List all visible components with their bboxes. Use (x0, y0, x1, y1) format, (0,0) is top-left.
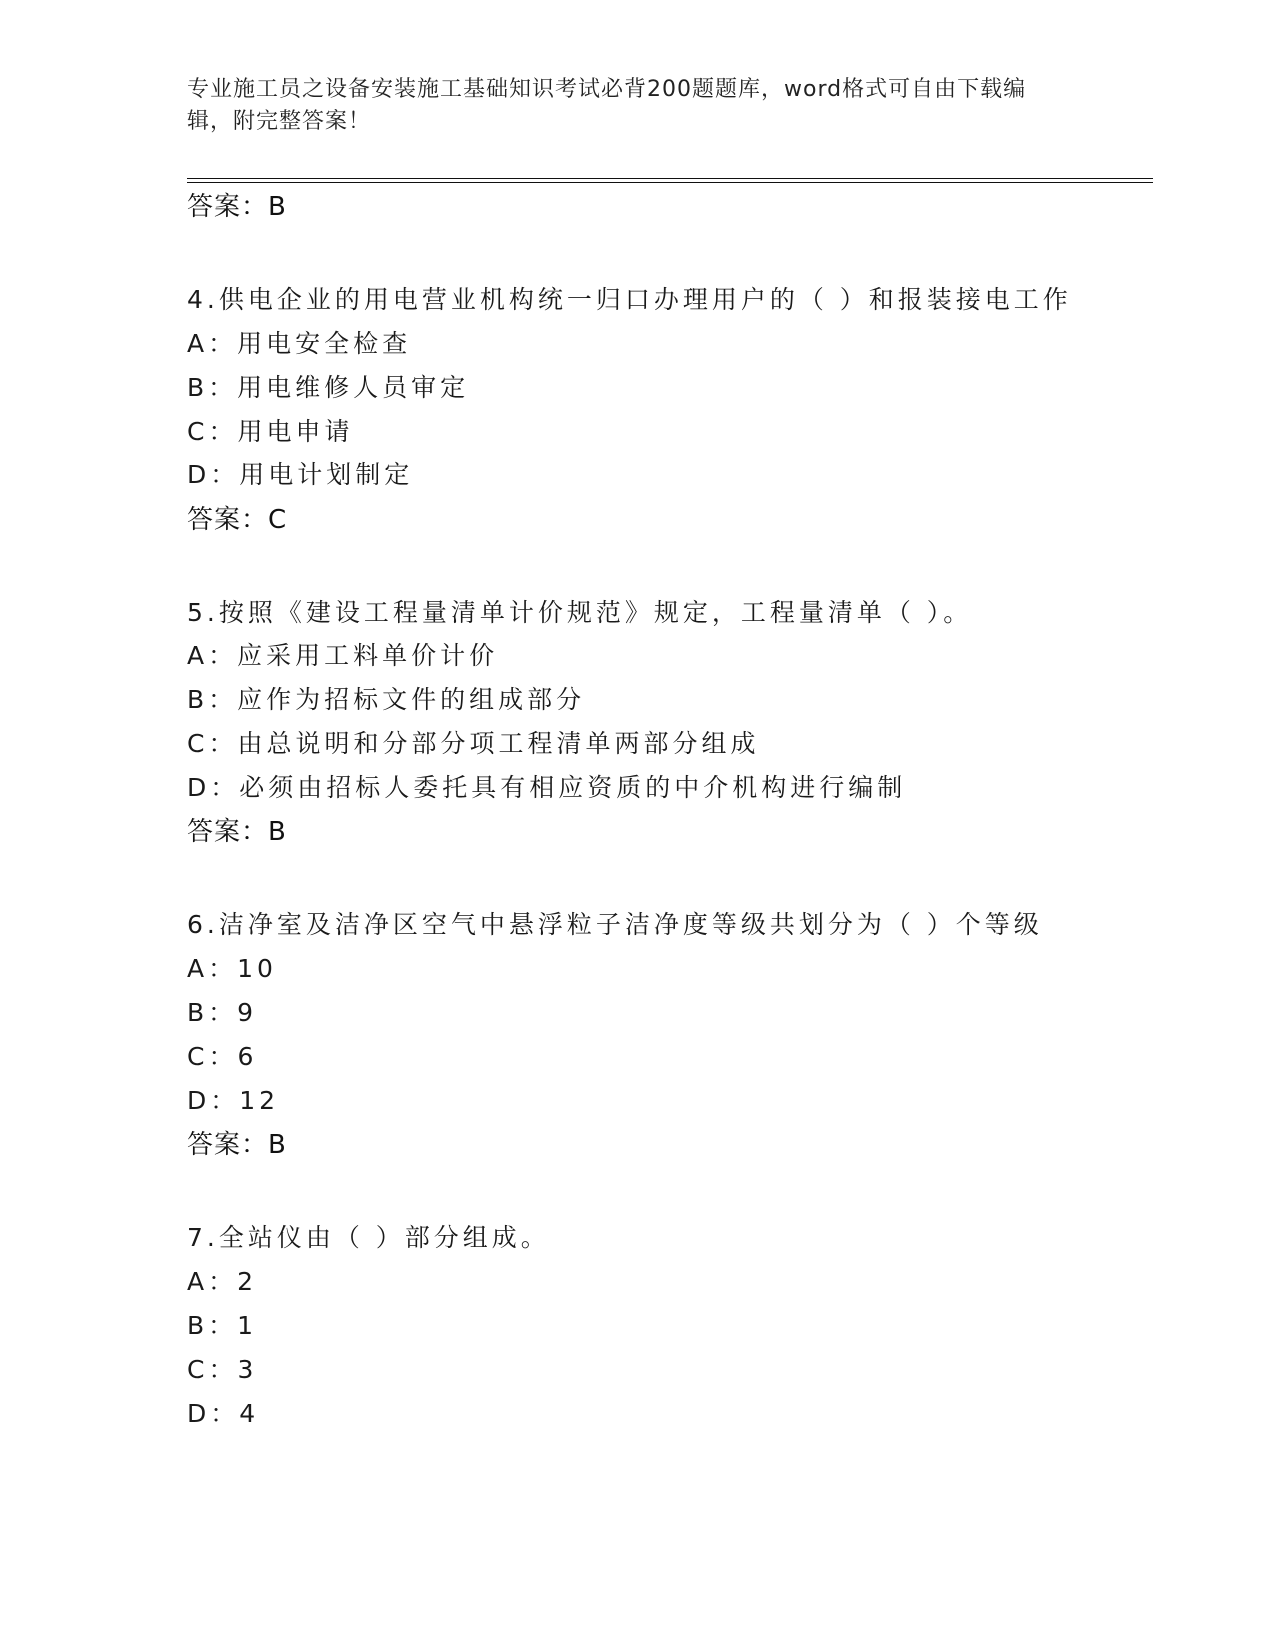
question-5-option-b: B：应作为招标文件的组成部分 (187, 685, 586, 714)
question-6: 6.洁净室及洁净区空气中悬浮粒子洁净度等级共划分为（ ）个等级 (187, 910, 1043, 939)
question-5-option-c: C：由总说明和分部分项工程清单两部分组成 (187, 729, 760, 758)
question-4: 4.供电企业的用电营业机构统一归口办理用户的（ ）和报装接电工作 (187, 285, 1072, 314)
question-4-answer: 答案：C (187, 505, 288, 535)
question-5-option-a: A：应采用工料单价计价 (187, 641, 499, 670)
question-5-answer: 答案：B (187, 817, 287, 847)
question-7-option-c: C：3 (187, 1355, 258, 1384)
question-5-option-d: D：必须由招标人委托具有相应资质的中介机构进行编制 (187, 773, 907, 802)
question-4-option-c: C：用电申请 (187, 417, 354, 446)
question-6-option-a: A：10 (187, 954, 277, 983)
question-5: 5.按照《建设工程量清单计价规范》规定，工程量清单（ ）。 (187, 598, 973, 627)
question-4-option-b: B：用电维修人员审定 (187, 373, 470, 402)
header-double-rule (187, 178, 1153, 183)
question-7-option-d: D：4 (187, 1399, 260, 1428)
page-header-text: 专业施工员之设备安装施工基础知识考试必背200题题库，word格式可自由下载编辑，附完整答案！ (187, 77, 1027, 134)
question-6-option-d: D：12 (187, 1086, 280, 1115)
question-6-option-b: B：9 (187, 998, 258, 1027)
question-7-option-b: B：1 (187, 1311, 258, 1340)
answer-line: 答案：B (187, 192, 287, 222)
question-7-option-a: A：2 (187, 1267, 258, 1296)
question-7: 7.全站仪由（ ）部分组成。 (187, 1223, 550, 1252)
question-4-option-d: D：用电计划制定 (187, 460, 414, 489)
question-6-answer: 答案：B (187, 1130, 287, 1160)
question-6-option-c: C：6 (187, 1042, 258, 1071)
question-4-option-a: A：用电安全检查 (187, 329, 412, 358)
